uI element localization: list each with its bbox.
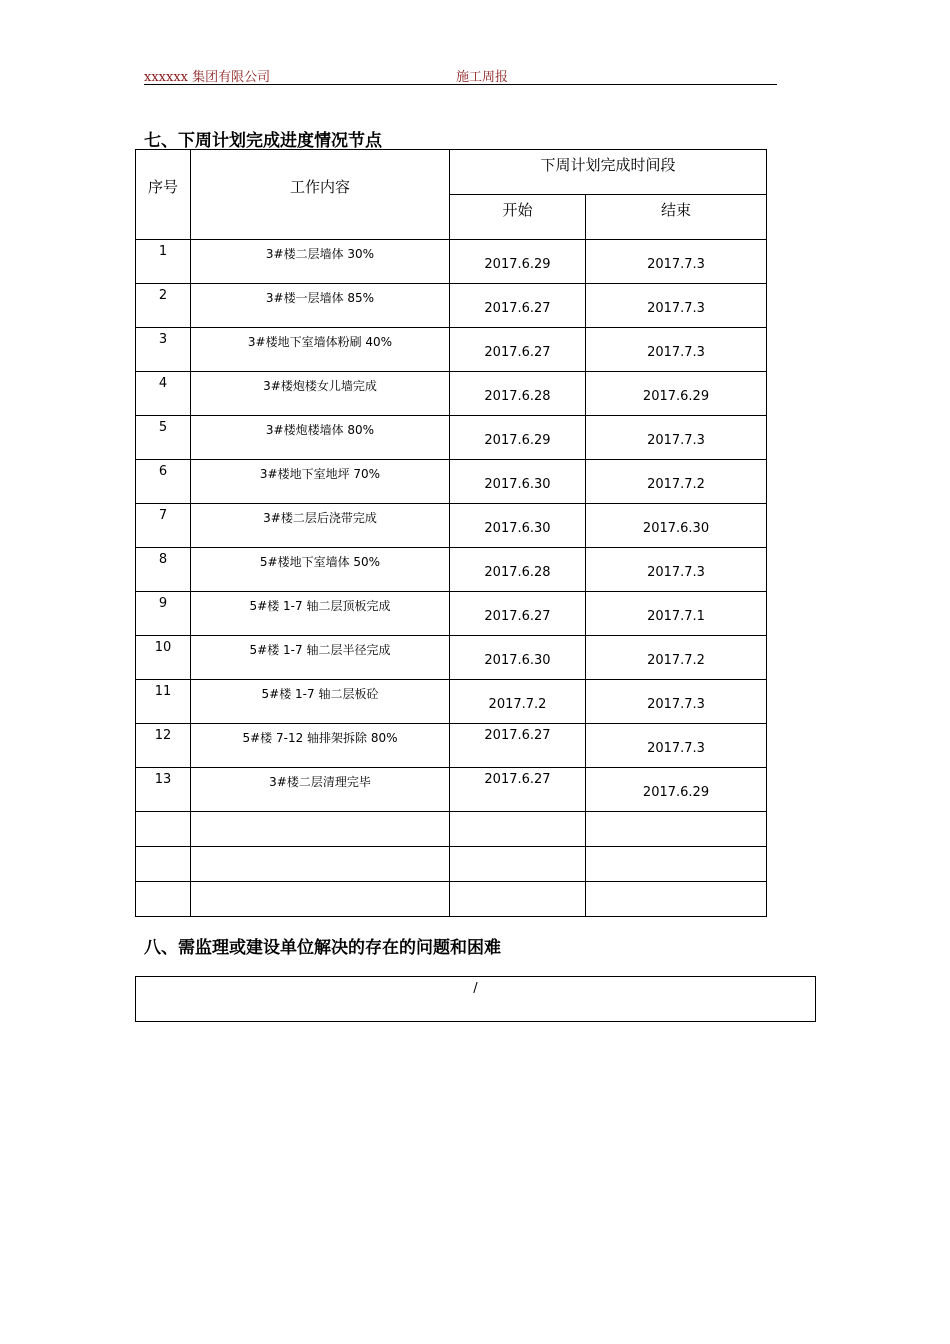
empty-cell <box>450 882 586 917</box>
row-end: 2017.7.3 <box>586 680 767 724</box>
next-week-plan-table <box>135 149 767 917</box>
row-end: 2017.7.3 <box>586 724 767 768</box>
table-row <box>136 592 767 636</box>
row-end: 2017.7.1 <box>586 592 767 636</box>
issues-table <box>135 976 816 1022</box>
table-row <box>136 240 767 284</box>
row-start: 2017.6.30 <box>450 636 586 680</box>
row-start: 2017.6.30 <box>450 460 586 504</box>
row-start: 2017.6.27 <box>450 768 586 812</box>
empty-cell <box>136 847 191 882</box>
empty-cell <box>191 812 450 847</box>
row-end: 2017.6.29 <box>586 768 767 812</box>
row-task: 5#楼 1-7 轴二层板砼 <box>191 680 450 724</box>
row-seq: 12 <box>136 724 191 768</box>
row-seq: 1 <box>136 240 191 284</box>
row-task: 3#楼二层墙体 30% <box>191 240 450 284</box>
header-start: 开始 <box>450 195 586 240</box>
row-end: 2017.7.3 <box>586 240 767 284</box>
table-row <box>136 636 767 680</box>
table-row <box>136 372 767 416</box>
row-task: 3#楼一层墙体 85% <box>191 284 450 328</box>
table-row <box>136 768 767 812</box>
table-row <box>136 416 767 460</box>
row-task: 5#楼 7-12 轴排架拆除 80% <box>191 724 450 768</box>
header-seq: 序号 <box>136 150 191 240</box>
row-start: 2017.7.2 <box>450 680 586 724</box>
row-start: 2017.6.30 <box>450 504 586 548</box>
table-row <box>136 504 767 548</box>
row-seq: 9 <box>136 592 191 636</box>
row-end: 2017.6.30 <box>586 504 767 548</box>
empty-cell <box>450 812 586 847</box>
row-end: 2017.7.3 <box>586 548 767 592</box>
row-seq: 8 <box>136 548 191 592</box>
row-task: 3#楼二层清理完毕 <box>191 768 450 812</box>
issues-content: / <box>136 977 816 1022</box>
row-start: 2017.6.28 <box>450 372 586 416</box>
header-end: 结束 <box>586 195 767 240</box>
header-period: 下周计划完成时间段 <box>450 150 767 195</box>
table-row <box>136 680 767 724</box>
table-row <box>136 548 767 592</box>
empty-row <box>136 882 767 917</box>
row-seq: 5 <box>136 416 191 460</box>
row-end: 2017.7.2 <box>586 636 767 680</box>
empty-cell <box>586 882 767 917</box>
row-task: 3#楼地下室墙体粉刷 40% <box>191 328 450 372</box>
empty-cell <box>586 847 767 882</box>
row-seq: 3 <box>136 328 191 372</box>
table-row <box>136 724 767 768</box>
row-seq: 4 <box>136 372 191 416</box>
row-task: 5#楼 1-7 轴二层半径完成 <box>191 636 450 680</box>
row-seq: 2 <box>136 284 191 328</box>
row-end: 2017.7.3 <box>586 328 767 372</box>
header-content: 工作内容 <box>191 150 450 240</box>
row-task: 5#楼 1-7 轴二层顶板完成 <box>191 592 450 636</box>
row-start: 2017.6.27 <box>450 592 586 636</box>
empty-cell <box>450 847 586 882</box>
empty-cell <box>191 847 450 882</box>
table-row <box>136 460 767 504</box>
section-8-title: 八、需监理或建设单位解决的存在的问题和困难 <box>144 938 501 958</box>
empty-cell <box>191 882 450 917</box>
row-end: 2017.6.29 <box>586 372 767 416</box>
empty-row <box>136 847 767 882</box>
row-seq: 7 <box>136 504 191 548</box>
row-seq: 10 <box>136 636 191 680</box>
row-start: 2017.6.29 <box>450 416 586 460</box>
empty-cell <box>136 812 191 847</box>
row-seq: 13 <box>136 768 191 812</box>
page-header <box>144 64 777 85</box>
section-7-title: 七、下周计划完成进度情况节点 <box>144 131 382 151</box>
row-start: 2017.6.29 <box>450 240 586 284</box>
row-seq: 6 <box>136 460 191 504</box>
row-seq: 11 <box>136 680 191 724</box>
table-row <box>136 284 767 328</box>
row-task: 3#楼地下室地坪 70% <box>191 460 450 504</box>
row-start: 2017.6.27 <box>450 724 586 768</box>
row-start: 2017.6.27 <box>450 284 586 328</box>
row-task: 3#楼炮楼女儿墙完成 <box>191 372 450 416</box>
header-company: xxxxxx 集团有限公司 <box>144 70 271 85</box>
row-end: 2017.7.2 <box>586 460 767 504</box>
row-task: 5#楼地下室墙体 50% <box>191 548 450 592</box>
row-end: 2017.7.3 <box>586 416 767 460</box>
header-report-type: 施工周报 <box>456 70 509 85</box>
row-end: 2017.7.3 <box>586 284 767 328</box>
empty-cell <box>586 812 767 847</box>
empty-cell <box>136 882 191 917</box>
row-start: 2017.6.27 <box>450 328 586 372</box>
row-task: 3#楼二层后浇带完成 <box>191 504 450 548</box>
row-start: 2017.6.28 <box>450 548 586 592</box>
table-row <box>136 328 767 372</box>
empty-row <box>136 812 767 847</box>
row-task: 3#楼炮楼墙体 80% <box>191 416 450 460</box>
